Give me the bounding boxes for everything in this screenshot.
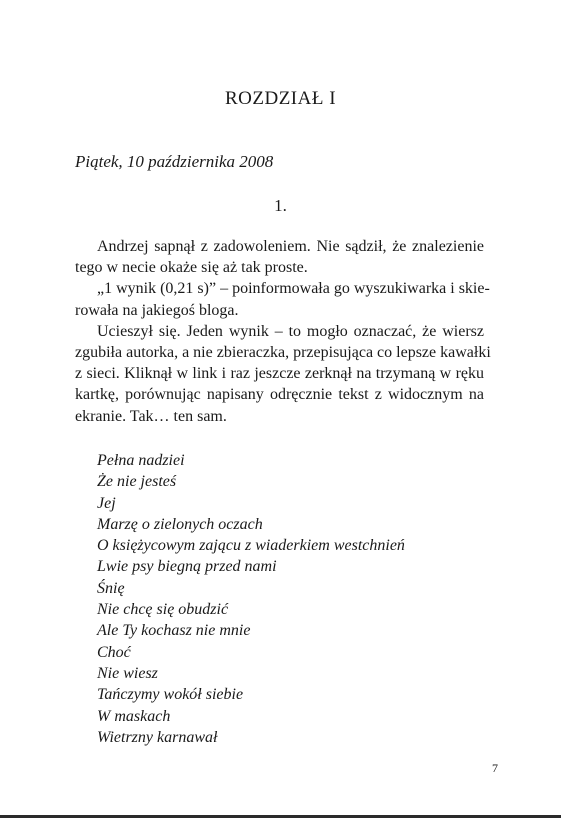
poem-line: Marzę o zielonych oczach <box>97 515 263 533</box>
body-line: zgubiła autorka, a nie zbieraczka, przepisująca co lepsze kawałki <box>75 344 491 362</box>
poem-line: Ale Ty kochasz nie mnie <box>97 622 251 640</box>
section-number: 1. <box>274 196 287 215</box>
body-line: kartkę, porównując napisany odręcznie tekst z widocznym na <box>75 386 484 404</box>
body-line: „1 wynik (0,21 s)” – poinformowała go wyszukiwarka i skie- <box>97 280 490 298</box>
chapter-title: ROZDZIAŁ I <box>224 88 337 109</box>
date-line: Piątek, 10 października 2008 <box>75 152 274 171</box>
body-line: rowała na jakiegoś bloga. <box>75 301 239 319</box>
poem-line: Pełna nadziei <box>97 452 185 469</box>
poem-line: Wietrzny karnawał <box>97 728 218 746</box>
page-number: 7 <box>492 761 498 775</box>
poem-line: Jej <box>97 494 116 512</box>
body-line: ekranie. Tak… ten sam. <box>75 407 227 425</box>
poem <box>97 450 405 748</box>
poem-line: Lwie psy biegną przed nami <box>97 558 277 576</box>
body-line: z sieci. Kliknął w link i raz jeszcze zerknął na trzymaną w ręku <box>75 365 484 383</box>
body-line: tego w necie okaże się aż tak proste. <box>75 259 308 277</box>
body-line: Ucieszył się. Jeden wynik – to mogło oznaczać, że wiersz <box>97 322 484 340</box>
poem-line: Nie chcę się obudzić <box>97 601 229 619</box>
poem-line: Śnię <box>97 579 125 597</box>
poem-line: Tańczymy wokół siebie <box>97 686 244 704</box>
poem-line: Choć <box>97 643 131 661</box>
poem-line: W maskach <box>97 707 171 725</box>
poem-line: Że nie jesteś <box>97 473 177 491</box>
body-paragraphs <box>75 236 491 427</box>
poem-line: O księżycowym zającu z wiaderkiem westchnień <box>97 537 405 555</box>
body-line: Andrzej sapnął z zadowoleniem. Nie sądził, że znalezienie <box>97 238 484 255</box>
poem-line: Nie wiesz <box>97 664 158 682</box>
